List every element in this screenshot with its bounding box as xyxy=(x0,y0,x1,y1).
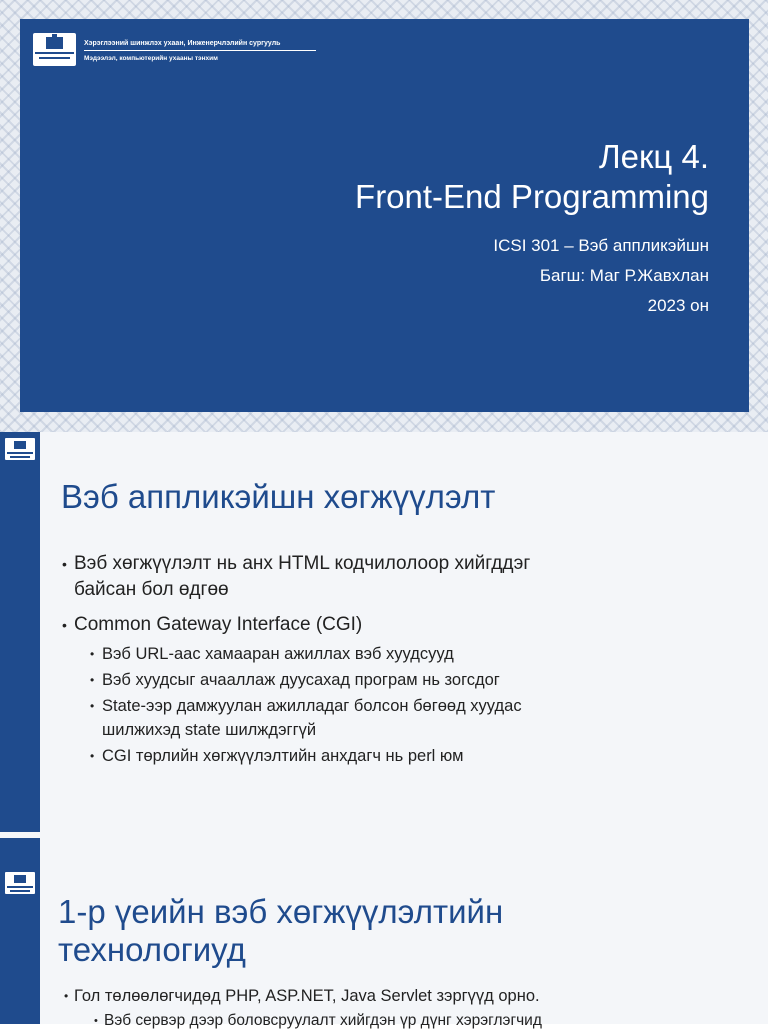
lecture-title xyxy=(355,137,709,217)
slide3-title xyxy=(58,893,503,969)
university-logo xyxy=(33,33,76,66)
sub-bullet-item: • CGI төрлийн хөгжүүлэлтийн анхдагч нь perl юм xyxy=(62,744,752,768)
bullet-item: • Гол төлөөлөгчидөд PHP, ASP.NET, Java Servlet зэргүүд орно. xyxy=(64,984,540,1008)
slide3-sidebar xyxy=(0,838,40,1024)
course-name: ICSI 301 – Вэб аппликэйшн xyxy=(493,236,709,255)
school-name: Хэрэглээний шинжлэх ухаан, Инженерчлэлийн сургууль xyxy=(84,40,316,51)
sidebar-logo xyxy=(5,872,35,894)
slide3-title-line: 1-р үеийн вэб хөгжүүлэлтийн xyxy=(58,893,504,930)
bullet-text: • Вэб хөгжүүлэлт нь анх HTML кодчилолоор хийгддэг xyxy=(74,553,531,574)
sub-bullet-item xyxy=(62,694,752,742)
lecture-number: Лекц 4. xyxy=(598,138,709,175)
slide2-title: Вэб аппликэйшн хөгжүүлэлт xyxy=(61,478,496,515)
sub-bullet-text: • State-ээр дамжуулан ажилладаг болсон бөгөөд хуудас xyxy=(102,697,522,715)
title-slide xyxy=(20,19,749,412)
sub-bullet-item: • Вэб сервэр дээр боловсруулалт хийгдэн үр дүнг хэрэглэгчид xyxy=(94,1010,542,1032)
sub-bullet-text: шилжихэд state шилждэггүй xyxy=(102,721,317,739)
slide2-sidebar xyxy=(0,432,40,832)
bullet-item: • Common Gateway Interface (CGI) xyxy=(62,612,752,638)
sidebar-logo xyxy=(5,438,35,460)
bullet-text: байсан бол өдгөө xyxy=(74,579,229,600)
lecture-meta xyxy=(493,231,709,321)
lecture-topic: Front-End Programming xyxy=(355,178,709,215)
slide2-bullets xyxy=(62,551,752,768)
bullet-item xyxy=(62,551,752,603)
year: 2023 он xyxy=(647,296,709,315)
department-name: Мэдээлэл, компьютерийн ухааны тэнхим xyxy=(84,55,218,62)
slide3-title-line: технологиуд xyxy=(58,931,246,968)
sub-bullet-item: • Вэб хуудсыг ачааллаж дуусахад програм нь зогсдог xyxy=(62,668,752,692)
teacher-name: Багш: Маг Р.Жавхлан xyxy=(539,266,709,285)
sub-bullet-item: • Вэб URL-аас хамааран ажиллах вэб хуудсууд xyxy=(62,642,752,666)
